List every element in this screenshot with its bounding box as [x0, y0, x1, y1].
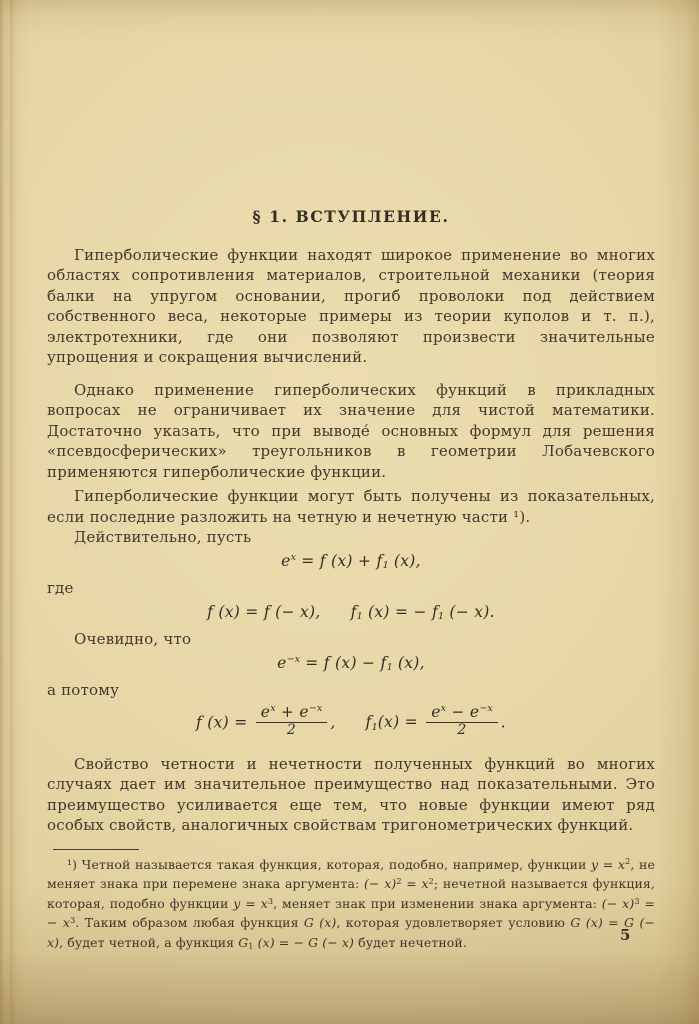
- formula-comma: ,: [330, 713, 336, 732]
- f1-lhs: $f_1(x)$ =: [365, 713, 424, 733]
- section-heading: § 1. ВСТУПЛЕНИЕ.: [252, 207, 450, 226]
- footnote: ¹) Четной называется такая функция, которая, подобно, например, функции $y = x^2$, не меняет знака при перемене знака аргумента: (− $x)^2 = x^2$; нечетной называется функция, которая, подобно функции $y = x^3$, меняет знак при изменении знака аргумента: (− x)$^3$ = − $x^3$. Таким образом любая функция G (x), которая удовлетворяет условию G (x) = G (− x), будет четной, а функция $G_1$ (x) = − G (− x) будет нечетной.: [47, 856, 656, 951]
- fraction-denominator: 2: [286, 721, 297, 738]
- fraction-cosh: [256, 704, 328, 739]
- paragraph-pure-math: Однако применение гиперболических функций в прикладных вопросах не ограничивает их значение для чистой математики. Достаточно указать, что при выводе́ основных формул для решения «псевдосферических» треугольников в геометрии Лобачевского применяются гиперболические функции.: [47, 380, 655, 481]
- paragraph-parity-advantage: Свойство четности и нечетности полученных функций во многих случаях дает им значительное преимущество над показательными. Это преимущество усиливается еще тем, что новые функции имеют ряд особых свойств, аналогичных свойствам тригонометрических функций.: [47, 754, 655, 835]
- label-therefore: а потому: [47, 681, 120, 699]
- paragraph-derivation-intro: Гиперболические функции могут быть получены из показательных, если последние разложить на четную и нечетную части ¹).: [47, 487, 655, 526]
- formula-f-definitions: [47, 702, 655, 741]
- f-lhs: f (x) =: [195, 713, 253, 732]
- formula-parity-conditions: [47, 602, 655, 626]
- footnote-divider: [53, 849, 139, 850]
- fraction-denominator: 2: [457, 721, 467, 738]
- fraction-numerator: $e^x + e^{-x}$: [256, 704, 328, 723]
- lead-in-obviously: Очевидно, что: [74, 630, 192, 648]
- paragraph-applications: Гиперболические функции находят широкое применение во многих областях сопротивления материалов, строительной механики (теория балки на упругом основании, прогиб проволоки под действием собственного веса, некоторые примеры из теории куполов и т. п.), электротехники, где они позволяют произвести значительные упрощения и сокращения вычислений.: [47, 245, 655, 366]
- formula-exp-diff: $e^{-x} = f$ $(x) - f_1$ (x),: [277, 653, 425, 674]
- lead-in-indeed: Действительно, пусть: [74, 528, 252, 546]
- formula-odd-part: $f_1$ (x) = − $f_1$ (− x).: [350, 602, 495, 623]
- formula-exp-sum: $e^x = f$ $(x) + f_1$ (x),: [281, 551, 421, 572]
- formula-even-part: f (x) = f (− x),: [207, 602, 321, 621]
- fraction-numerator: $e^x - e^{-x}$: [426, 704, 498, 723]
- label-where: где: [47, 579, 74, 597]
- formula-period: .: [500, 713, 506, 732]
- page-content: [47, 207, 655, 954]
- page-number: 5: [620, 926, 631, 944]
- fraction-sinh: [426, 704, 498, 739]
